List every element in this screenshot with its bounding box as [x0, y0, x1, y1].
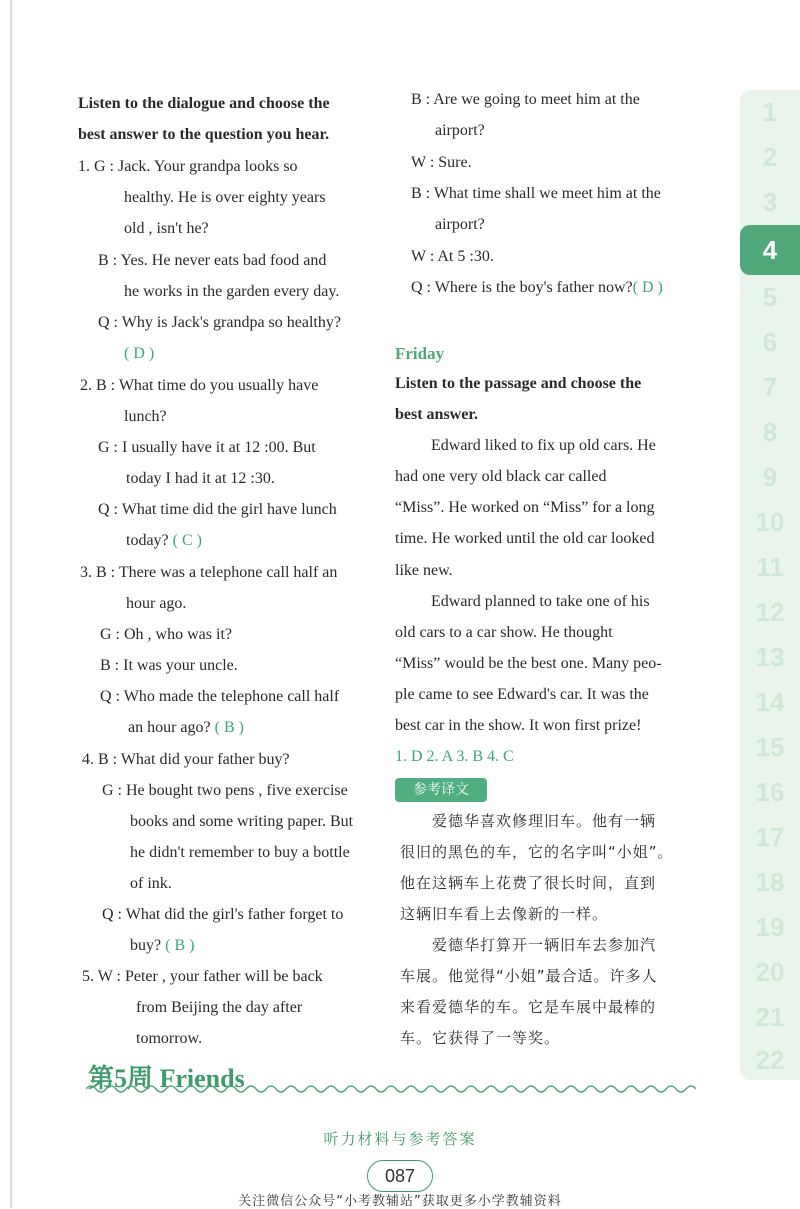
dialogue-line: healthy. He is over eighty years	[124, 189, 326, 206]
dialogue-line: today I had it at 12 :30.	[126, 470, 275, 487]
dialogue-line: tomorrow.	[136, 1030, 203, 1047]
tab-15[interactable]: 15	[755, 732, 785, 762]
chapter-tabs	[740, 90, 800, 1080]
answer-label: ( C )	[172, 532, 202, 549]
dialogue-line: he didn't remember to buy a bottle	[130, 844, 350, 861]
dialogue-line: G : Oh , who was it?	[100, 626, 232, 643]
day-heading: Friday	[395, 344, 445, 363]
translation-line: 爱德华打算开一辆旧车去参加汽	[432, 936, 657, 954]
dialogue-line: from Beijing the day after	[136, 999, 303, 1016]
tab-10[interactable]: 10	[755, 507, 785, 537]
translation-badge: 参考译文	[395, 778, 487, 802]
translation-line: 车。它获得了一等奖。	[400, 1029, 561, 1047]
passage-line: had one very old black car called	[395, 468, 607, 485]
wave-divider	[86, 1082, 696, 1096]
instruction-line: Listen to the dialogue and choose the	[78, 95, 330, 112]
question-line: Q : Why is Jack's grandpa so healthy?	[98, 314, 341, 331]
question-text: an hour ago?	[128, 719, 211, 736]
tab-3[interactable]: 3	[762, 187, 778, 217]
translation-line: 他在这辆车上花费了很长时间，直到	[400, 874, 657, 892]
question-text: today?	[126, 532, 169, 549]
dialogue-line: G : I usually have it at 12 :00. But	[98, 439, 316, 456]
tab-20[interactable]: 20	[755, 957, 785, 987]
tab-5[interactable]: 5	[762, 282, 778, 312]
tab-6[interactable]: 6	[762, 327, 778, 357]
question-line: Q : What time did the girl have lunch	[98, 501, 337, 518]
passage-line: Edward planned to take one of his	[431, 593, 650, 610]
watermark-notice: 关注微信公众号“小考教辅站”获取更多小学教辅资料	[238, 1194, 562, 1209]
translation-line: 这辆旧车看上去像新的一样。	[400, 905, 609, 923]
answer-label: ( D )	[124, 345, 155, 362]
tab-16[interactable]: 16	[755, 777, 785, 807]
tab-18[interactable]: 18	[755, 867, 785, 897]
question-line: Q : What did the girl's father forget to	[102, 906, 344, 923]
question-line: Q : Who made the telephone call half	[100, 688, 340, 705]
tab-12[interactable]: 12	[755, 597, 785, 627]
tab-4[interactable]: 4	[740, 225, 800, 275]
tab-8[interactable]: 8	[762, 417, 778, 447]
translation-line: 车展。他觉得“小姐”最合适。许多人	[400, 967, 658, 985]
tab-9[interactable]: 9	[762, 462, 778, 492]
question-line	[411, 279, 663, 297]
tab-7[interactable]: 7	[762, 372, 778, 402]
tab-14[interactable]: 14	[755, 687, 785, 717]
tab-19[interactable]: 19	[755, 912, 785, 942]
passage-line: like new.	[395, 562, 453, 579]
tab-21[interactable]: 21	[755, 1002, 785, 1032]
tab-22[interactable]: 22	[755, 1045, 785, 1075]
dialogue-line: W : At 5 :30.	[411, 248, 494, 265]
answer-label: ( B )	[214, 719, 244, 736]
dialogue-line: B : What time shall we meet him at the	[411, 185, 661, 202]
passage-line: ple came to see Edward's car. It was the	[395, 686, 649, 703]
translation-line: 很旧的黑色的车，它的名字叫“小姐”。	[400, 843, 674, 861]
dialogue-line: G : He bought two pens , five exercise	[102, 782, 348, 799]
footer-title: 听力材料与参考答案	[323, 1130, 477, 1148]
tab-11[interactable]: 11	[756, 552, 784, 582]
dialogue-line: W : Sure.	[411, 154, 472, 171]
dialogue-line: airport?	[435, 216, 485, 233]
week-heading: 第5周 Friends	[88, 1064, 245, 1093]
dialogue-line: hour ago.	[126, 595, 187, 612]
passage-line: “Miss” would be the best one. Many peo-	[395, 655, 662, 672]
answer-key: 1. D 2. A 3. B 4. C	[395, 748, 514, 765]
question-text: buy?	[130, 937, 162, 954]
dialogue-line: 3. B : There was a telephone call half an	[80, 564, 338, 581]
dialogue-line: 1. G : Jack. Your grandpa looks so	[78, 158, 298, 175]
instruction-line: best answer.	[395, 406, 478, 423]
tab-1[interactable]: 1	[762, 97, 778, 127]
dialogue-line: he works in the garden every day.	[124, 283, 340, 300]
page-edge	[10, 0, 12, 1208]
dialogue-line: B : It was your uncle.	[100, 657, 238, 674]
translation-line: 爱德华喜欢修理旧车。他有一辆	[432, 812, 657, 830]
dialogue-line: airport?	[435, 122, 485, 139]
answer-label: ( D )	[632, 279, 663, 296]
passage-line: “Miss”. He worked on “Miss” for a long	[395, 499, 655, 516]
question-text: Q : Where is the boy's father now?	[411, 279, 633, 296]
tab-13[interactable]: 13	[755, 642, 785, 672]
instruction-line: best answer to the question you hear.	[78, 126, 330, 143]
dialogue-line: 2. B : What time do you usually have	[80, 377, 319, 394]
passage-line: time. He worked until the old car looked	[395, 530, 655, 547]
dialogue-line: old , isn't he?	[124, 220, 209, 237]
instruction-line: Listen to the passage and choose the	[395, 375, 642, 392]
passage-line: best car in the show. It won first prize!	[395, 717, 642, 734]
question-line	[126, 532, 202, 550]
page-number: 087	[367, 1160, 433, 1192]
translation-line: 来看爱德华的车。它是车展中最棒的	[400, 998, 657, 1016]
dialogue-line: 4. B : What did your father buy?	[82, 751, 290, 768]
dialogue-line: B : Are we going to meet him at the	[411, 91, 640, 108]
dialogue-line: 5. W : Peter , your father will be back	[82, 968, 323, 985]
question-line	[130, 937, 194, 955]
tab-2[interactable]: 2	[762, 142, 778, 172]
question-line	[128, 719, 244, 737]
passage-line: old cars to a car show. He thought	[395, 624, 613, 641]
dialogue-line: B : Yes. He never eats bad food and	[98, 252, 327, 269]
dialogue-line: of ink.	[130, 875, 172, 892]
dialogue-line: books and some writing paper. But	[130, 813, 354, 830]
passage-line: Edward liked to fix up old cars. He	[431, 437, 656, 454]
tab-17[interactable]: 17	[755, 822, 785, 852]
answer-label: ( B )	[165, 937, 195, 954]
dialogue-line: lunch?	[124, 408, 167, 425]
